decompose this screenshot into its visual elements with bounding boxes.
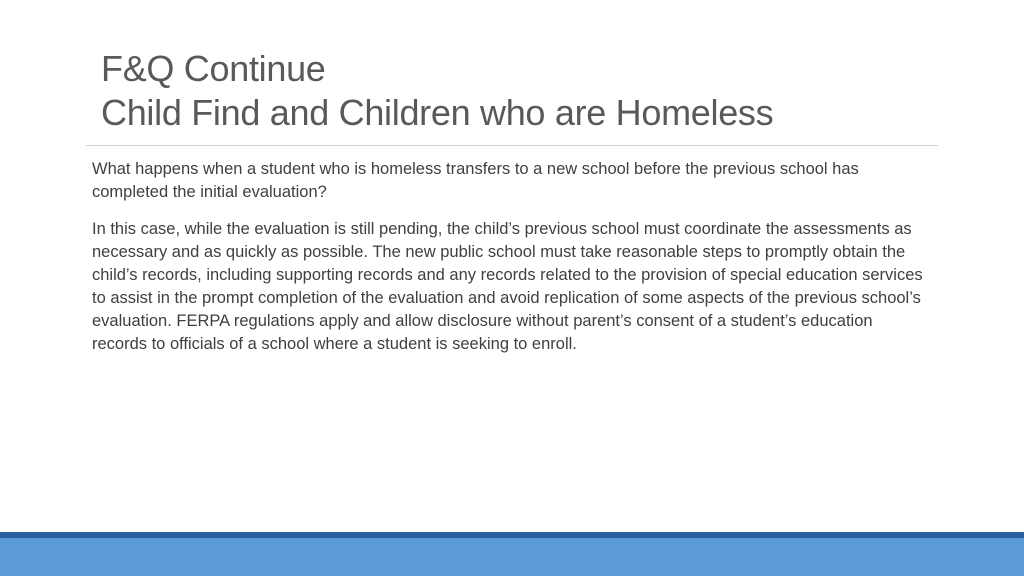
slide-title <box>101 47 941 135</box>
question-paragraph: What happens when a student who is homeless transfers to a new school before the previous school has completed the initial evaluation? <box>92 160 859 201</box>
title-line-1: F&Q Continue <box>101 48 326 89</box>
slide-body <box>92 158 932 370</box>
title-divider <box>86 145 938 146</box>
answer-paragraph: In this case, while the evaluation is still pending, the child’s previous school must coordinate the assessments as necessary and as quickly as possible. The new public school must take reasonable steps to promptly obtain the child’s records, including supporting records and any records related to the provision of special education services to assist in the prompt completion of the evaluation and avoid replication of some aspects of the previous school’s evaluation. FERPA regulations apply and allow disclosure without parent’s consent of a student’s education records to officials of a school where a student is seeking to enroll. <box>92 220 923 353</box>
title-line-2: Child Find and Children who are Homeless <box>101 92 774 133</box>
footer-accent-band <box>0 532 1024 576</box>
